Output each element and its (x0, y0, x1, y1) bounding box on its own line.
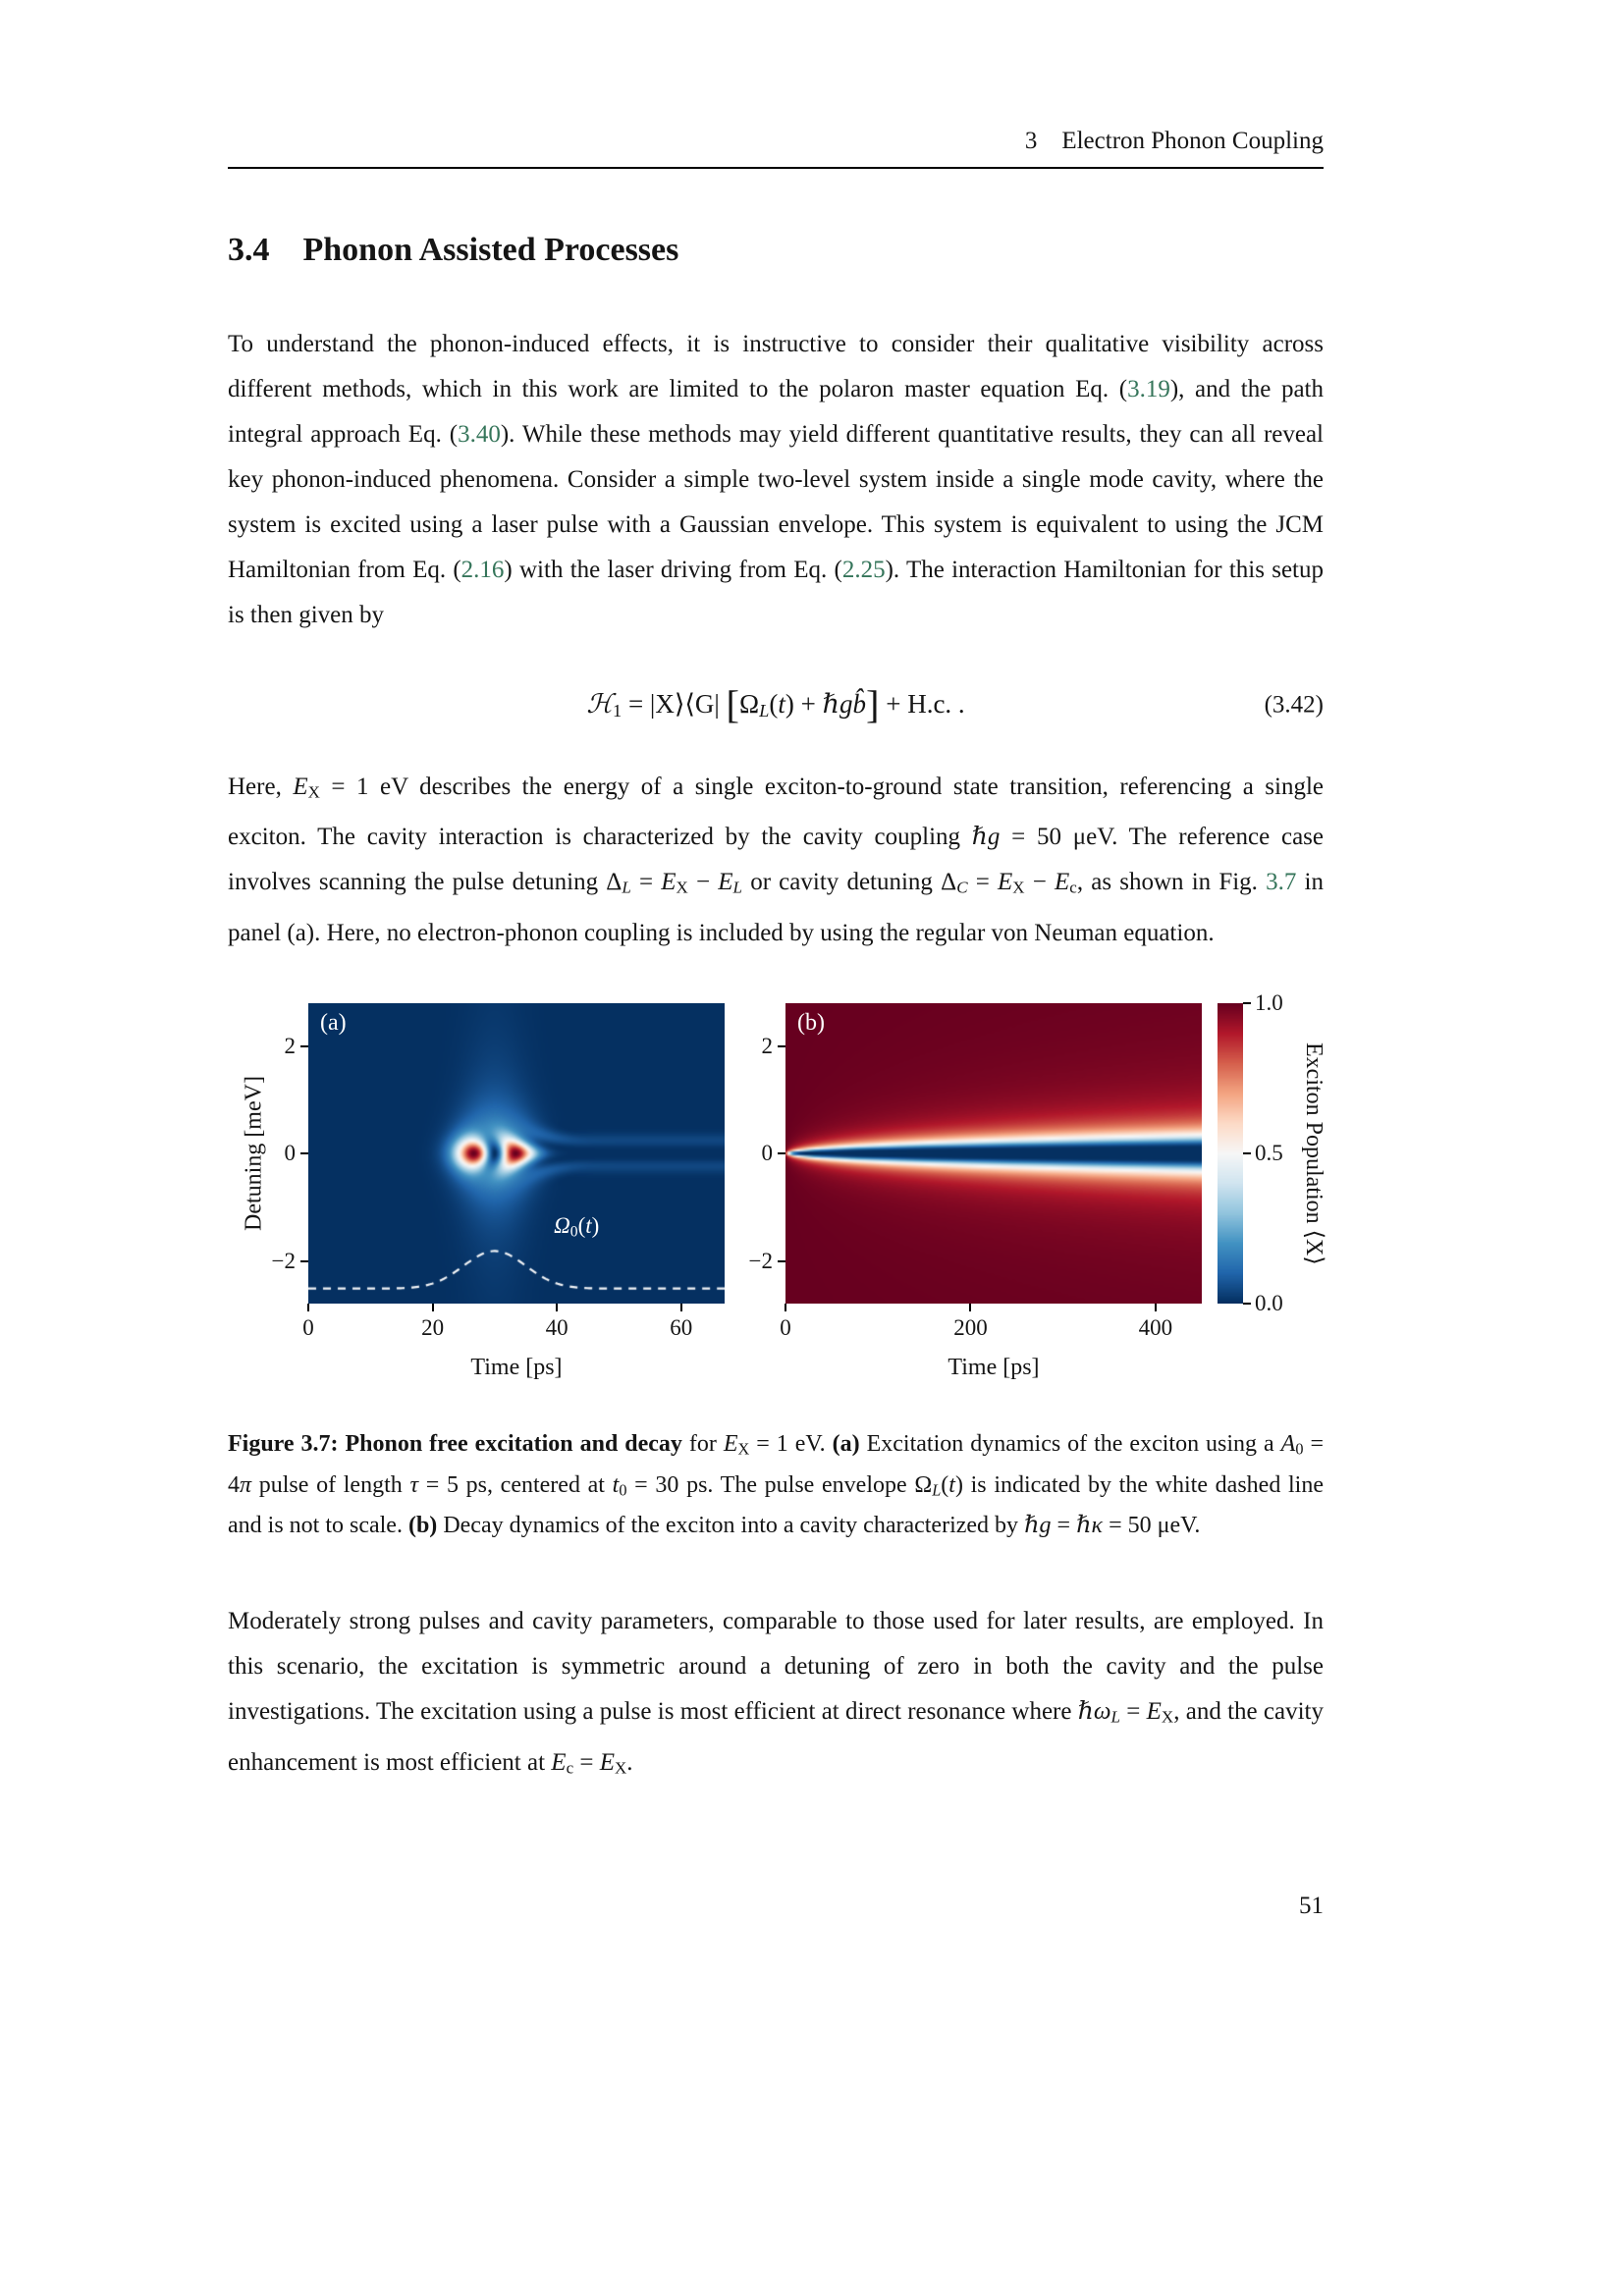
panel-b-plot-area (748, 1003, 1202, 1341)
x-tick-mark (1155, 1304, 1157, 1311)
colorbar-label: Exciton Population ⟨X⟩ (1301, 1041, 1326, 1265)
heatmap-panel-a (308, 1003, 725, 1304)
panel-b-tag: (b) (797, 1010, 825, 1037)
equation-3-42 (228, 675, 1324, 735)
panel-a-tag: (a) (320, 1010, 347, 1037)
colorbar-tick-mark (1243, 1002, 1251, 1004)
text-segment: = (1051, 1513, 1077, 1539)
colorbar-gradient (1218, 1003, 1243, 1304)
text-segment: ℋ (586, 689, 613, 720)
pulse-envelope-annotation (554, 1213, 599, 1241)
x-tick-mark (556, 1304, 558, 1311)
text-segment: Excitation dynamics of the exciton using a (859, 1431, 1281, 1458)
text-segment: in panel (a). Here, no electron-phonon coupling is included by using the regular von Neuman equation. (228, 869, 1324, 947)
text-segment: = 4 (228, 1431, 1324, 1498)
ref-link[interactable]: 2.25 (841, 557, 886, 583)
text-segment: τ (409, 1471, 419, 1498)
text-segment: Moderately strong pulses and cavity parameters, comparable to those used for later results, are employed. In this scenario, the excitation is symmetric around a detuning of zero in both the cavity and the pulse investigations. The excitation using a pulse is most efficient at direct resonance where (228, 1608, 1324, 1726)
header-rule (228, 167, 1324, 169)
colorbar-tick-label: 0.0 (1255, 1291, 1283, 1316)
colorbar-tick-label: 0.5 (1255, 1141, 1283, 1166)
y-axis-label: Detuning [meV] (241, 1076, 267, 1232)
text-segment: C (956, 879, 968, 898)
colorbar (1218, 990, 1283, 1316)
text-segment: [ (726, 682, 740, 726)
y-tick-label: 2 (761, 1033, 773, 1058)
text-segment: . (626, 1749, 633, 1777)
text-segment: ). The interaction Hamiltonian for this setup is then given by (228, 557, 1324, 628)
text-segment: E (997, 869, 1013, 896)
text-segment: E (293, 773, 308, 800)
text-segment: (a) (832, 1431, 860, 1458)
figure-3-7 (238, 990, 1326, 1381)
figure-caption (228, 1426, 1324, 1544)
text-segment: = 5 ps, centered at (418, 1471, 613, 1498)
x-tick-mark (680, 1304, 682, 1311)
text-segment: L (759, 701, 770, 721)
text-segment: 1 (613, 701, 623, 721)
colorbar-tick-mark (1243, 1303, 1251, 1305)
text-segment: t (585, 1213, 592, 1239)
text-segment: E (599, 1749, 616, 1777)
paragraph-1 (228, 322, 1324, 638)
text-segment: = |X⟩⟨G| (622, 689, 727, 720)
text-segment: for (681, 1431, 724, 1458)
text-segment: E (1055, 869, 1070, 896)
x-tick-label: 0 (302, 1315, 314, 1341)
text-segment: ( (941, 1471, 949, 1498)
text-segment: = (573, 1749, 600, 1777)
text-segment: X (1161, 1708, 1174, 1728)
page-content (228, 0, 1324, 1791)
text-segment: = 50 μeV. The reference case involves scanning the pulse detuning Δ (228, 824, 1325, 896)
text-segment: L (1110, 1708, 1120, 1728)
text-segment: 0 (619, 1480, 627, 1500)
running-header: 3 Electron Phonon Coupling (1024, 128, 1324, 154)
text-segment: = 30 ps. The pulse envelope Ω (626, 1471, 933, 1498)
text-segment: ] (865, 682, 880, 726)
text-segment: ). While these methods may yield different quantitative results, they can all reveal key phonon-induced phenomena. Consider a simple two-level system inside a single mode cavity, where the system is excited using a laser pulse with a Gaussian envelope. This system is equivalent to using the JCM Hamiltonian from Eq. ( (228, 421, 1324, 583)
text-segment: + H.c. . (879, 689, 965, 720)
colorbar-tick-mark (1243, 1152, 1251, 1154)
text-segment: L (932, 1480, 942, 1500)
colorbar-tick-label: 1.0 (1255, 990, 1283, 1016)
y-tick-label: 0 (761, 1141, 773, 1166)
figure-panel-a (271, 1003, 725, 1381)
figure-panel-b (748, 1003, 1202, 1381)
x-tick-mark (307, 1304, 309, 1311)
text-segment: t (612, 1471, 620, 1498)
text-segment: X (737, 1439, 750, 1459)
text-segment: or cavity detuning Δ (742, 869, 957, 896)
y-tick-label: −2 (748, 1248, 773, 1273)
y-tick-mark (778, 1045, 785, 1047)
text-segment: X (1012, 879, 1025, 898)
text-segment: = 1 eV describes the energy of a single exciton-to-ground state transition, referencing a single exciton. The cavity interaction is characterized by the cavity coupling (228, 773, 1324, 851)
x-tick-label: 60 (670, 1315, 693, 1341)
text-segment: b̂ (852, 689, 866, 720)
text-segment: = (1120, 1698, 1147, 1726)
text-segment: c (1069, 879, 1077, 898)
text-segment: , as shown in Fig. (1076, 869, 1267, 896)
y-tick-mark (300, 1152, 308, 1154)
x-tick-mark (969, 1304, 971, 1311)
text-segment: Ω (739, 689, 760, 720)
x-tick-label: 400 (1138, 1315, 1173, 1341)
text-segment: ) + (785, 689, 823, 720)
panel-a-x-axis-label: Time [ps] (470, 1355, 563, 1381)
text-segment: X (307, 782, 320, 802)
text-segment: − (687, 869, 719, 896)
x-tick-label: 40 (545, 1315, 568, 1341)
text-segment: , and the cavity enhancement is most efficient at (228, 1698, 1324, 1777)
panel-b-x-axis-label: Time [ps] (947, 1355, 1040, 1381)
text-segment: Decay dynamics of the exciton into a cavity characterized by (437, 1513, 1025, 1539)
y-tick-mark (778, 1152, 785, 1154)
x-tick-label: 20 (421, 1315, 445, 1341)
text-segment: 0 (569, 1223, 578, 1241)
text-segment: − (1024, 869, 1055, 896)
equation-number: (3.42) (1264, 691, 1324, 719)
text-segment: ), and the path integral approach Eq. ( (228, 376, 1324, 448)
text-segment: ℏg (1024, 1513, 1052, 1539)
ref-link[interactable]: 3.19 (1127, 376, 1170, 402)
text-segment: ℏg (971, 824, 1001, 851)
x-tick-mark (432, 1304, 434, 1311)
text-segment: (b) (407, 1513, 438, 1539)
page-number: 51 (1299, 1893, 1324, 1919)
text-segment: E (1146, 1698, 1162, 1726)
ref-link[interactable]: 3.7 (1266, 869, 1297, 896)
text-segment: = 50 μeV. (1103, 1513, 1201, 1539)
text-segment: E (551, 1749, 567, 1777)
text-segment: E (661, 869, 677, 896)
text-segment: E (718, 869, 733, 896)
text-segment: c (566, 1758, 574, 1778)
text-segment: = (630, 869, 662, 896)
text-segment: Here, (228, 773, 294, 800)
x-tick-label: 200 (953, 1315, 988, 1341)
y-tick-mark (300, 1045, 308, 1047)
text-segment: L (622, 879, 631, 898)
y-tick-label: 2 (284, 1033, 296, 1058)
panel-a-plot-area (271, 1003, 725, 1341)
text-segment: 0 (1295, 1439, 1304, 1459)
text-segment: ℏg (822, 689, 853, 720)
y-tick-label: 0 (284, 1141, 296, 1166)
text-segment: X (676, 879, 688, 898)
text-segment: t (778, 689, 785, 720)
text-segment: ) is indicated by the white dashed line and is not to scale. (228, 1471, 1325, 1539)
y-tick-mark (778, 1260, 785, 1262)
ref-link[interactable]: 2.16 (460, 557, 505, 583)
text-segment: ℏκ (1076, 1513, 1104, 1539)
ref-link[interactable]: 3.40 (458, 421, 501, 448)
text-segment: ℏω (1077, 1698, 1111, 1726)
text-segment: ( (769, 689, 779, 720)
text-segment: ( (577, 1213, 586, 1239)
text-segment: π (240, 1471, 252, 1498)
text-segment: ) (591, 1213, 600, 1239)
y-tick-mark (300, 1260, 308, 1262)
text-segment: pulse of length (251, 1471, 410, 1498)
paragraph-2 (228, 765, 1324, 956)
text-segment: = 1 eV. (749, 1431, 833, 1458)
heatmap-panel-b (785, 1003, 1202, 1304)
text-segment: To understand the phonon-induced effects, it is instructive to consider their qualitative visibility across different methods, which in this work are limited to the polaron master equation Eq. ( (228, 331, 1324, 402)
section-title: 3.4 Phonon Assisted Processes (228, 232, 679, 268)
text-segment: L (732, 879, 743, 898)
text-segment: Figure 3.7: Phonon free excitation and decay (228, 1431, 682, 1458)
x-tick-label: 0 (780, 1315, 791, 1341)
text-segment: Ω (554, 1213, 570, 1239)
text-segment: t (948, 1471, 955, 1498)
x-tick-mark (785, 1304, 786, 1311)
text-segment: X (615, 1758, 627, 1778)
paragraph-3 (228, 1599, 1324, 1790)
text-segment: = (967, 869, 998, 896)
equation-body (586, 682, 965, 726)
text-segment: E (723, 1431, 738, 1458)
y-tick-label: −2 (271, 1248, 296, 1273)
text-segment: A (1280, 1431, 1296, 1458)
text-segment: ) with the laser driving from Eq. ( (504, 557, 842, 583)
